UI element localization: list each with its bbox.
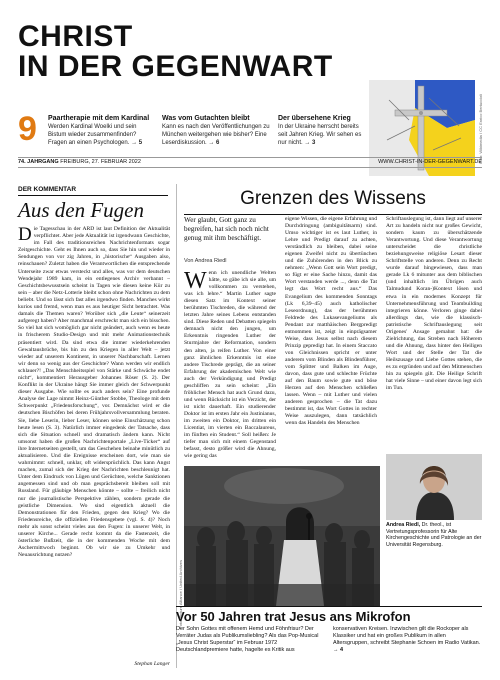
- masthead-line-2: IN DER GEGENWART: [18, 50, 333, 83]
- website-link[interactable]: WWW.CHRIST-IN-DER-GEGENWART.DE: [378, 159, 482, 165]
- main-headline: Grenzen des Wissens: [184, 188, 482, 215]
- author-bio: Dr. theol., ist Vertretungsprofessorin für Alte Kirchengeschichte und Patrologie an der Universität Regensburg.: [386, 522, 482, 548]
- teaser-title: Der übersehene Krieg: [278, 115, 351, 122]
- jahrgang: 74. JAHRGANG: [18, 159, 59, 165]
- column-divider: [176, 184, 177, 668]
- kommentar-text: ie Tagesschau in der ARD ist laut Definition der Aktualität verpflichtet. Aber jede Aktualität ist irgendwann Geschichte, im Fall des traditionsreichen Nachrichtenformats sogar Zeitgeschichte. Geht es Ihnen auch so, dass Sie hin und wieder in Sendungen von vor zig Jahren, in „historische“ Ausgaben also, reinschauen? Zuletzt haben die Verantwortlichen die entsprechende Unterseite zwar etwas versteckt und alles, was vor dem deutschen Wendejahr 1989 kam, in ein entlegenes Archiv verbannt – Geschichtsbewusstsein scheint in Tagen wie diesen keine Kür zu sein – aber die Netz-Lotterie bleibt schon ohne Nachrichten zu dem beliebt. Und so lässt sich fast alles irgendwo finden. Manches wirkt kurios und fremd, wenn man es aus heutiger Sicht betrachtet. Was damals die Themen waren? Worüber sich „die Leute“ seinerzeit aufgeregt haben? Aber manchmal erschreckt man sich ein bisschen. So viel hat sich womöglich gar nicht geändert, auch wenn es heute in frischerem Studio-Design und mit mehr Animationstechnik präsentiert wird. Da sind etwa die immer wiederkehrenden Gewaltausbrüche, bis hin zu den Kriegen in aller Welt – jetzt wieder auf unserem Kontinent, in unserer Nachbarschaft. Lernen wir denn so wenig aus der Geschichte? Wann werden wir endlich schlauer?! „Das Menschheitsspiel von Stärke und Schwäche endet nicht“, kommentiert Herausgeber Johannes Röser (S. 2). Der Konflikt in der Ukraine hängt Sie immer gleich der Schwerpunkt dieser Ausgabe. Wie sollte es auch anders sein? Eine profunde Analyse der Lage nimmt Heinz-Günther Stobbe, Theologe mit dem Schwerpunkt „Friedensforschung“, vor. Demnächst wird er die deutschen Bischöfen bei deren Frühjahrsvollversammlung beraten. Sie, liebe Leserin, lieber Leser, können seine Einschätzung schon heute lesen (S. 3). Natürlich immer eingedenk der Tatsache, dass sich die Situation schnell und dramatisch ändern kann. Nicht umsonst haben die großen Nachrichtenportale „Live-Ticker“ auf ihre Internetseiten gestellt, um das Geschehen beinahe minütlich zu aktualisieren. Und die Ereignisse erscheinen dort, wie man sie wahrnimmt: schnell, unklar, oft widersprüchlich. Das kann Angst machen, zumal sich der Krieg der Nachrichten beschleunigt hat. Unter dem Eindruck von Lügen und Gerüchten, welche Sanktionen angemessen sind und ob man gesprächsbereit bleiben soll mit Russland. Für gläubige Menschen könnte – sollte – freilich nicht nur die journalistische Perspektive zählen, sondern gerade die geistliche Dimension. Wo sind eigentlich aktuell die Demonstrationen für den Frieden, gegen den Krieg? Wo die Friedensreiche, die offiziellen Friedensgebete (vgl. S. 4)? Noch mehr als sonst scheint vieles aus den Fugen: in unserer Welt, in unserer Kirche... Gerade recht kommt da die Fastenzeit, die österliche Bußzeit, die in der kommenden Woche mit dem Aschermittwoch beginnt. Ob wir sie zu Umkehr und Neuausrichtung nutzen?: [18, 226, 170, 559]
- main-column-1-text: enn ich unendliche Welten hätte, so gäbe ich sie alle, um vollkommen zu verstehen, was ich lehre.“ Martin Luther sagte diesen Satz im Kontext seiner berühmten Tischreden, die während der letzten Jahre seines Lebens entstanden sind. Diese Reden und Debatten spiegeln demnach nicht den jungen, um Erkenntnis ringenden Luther der Sturmjahre der Reformation, sondern den alten, ja reifen Luther. Von einer ganz ähnlichen Erkenntnis ist eine andere Tischrede geprägt, die an seiner Erfahrung der akademischen Welt wie auch der Verkündigung und Predigt geschliffen zu sein scheint: „Ein fröhlicher Mensch hat auch Grund dazu, und wenn Rücksicht ist ein Verzicht, der ist nicht dauerhaft. Ein studierender Doktor ist im ersten Jahr ein Justinianus, im zweiten ein Doktor, im dritten ein Licentiat, im vierten ein Baccalaureus, im fünften ein Student.“ Soll heißen: Je tiefer man sich mit einem Gegenstand befasst, desto größer wird die Ahnung, wie gering das: [184, 270, 276, 460]
- issue-number: 9: [18, 110, 37, 148]
- place-date: FREIBURG, 27. FEBRUAR 2022: [60, 159, 141, 165]
- jesus-article-text: [176, 626, 482, 654]
- kommentar-body: [18, 226, 170, 660]
- dateline-bar: [18, 157, 482, 168]
- author-name: Andrea Riedl,: [386, 522, 421, 528]
- big-photo-credit: Foto: Picture Alliance / United Archives: [178, 560, 183, 629]
- jesus-article-page: → 4: [333, 647, 344, 653]
- main-drop-cap: W: [184, 270, 207, 294]
- teaser-text: Werden Kardinal Woelki und sein Bistum wieder zusammenfinden? Fragen an einen Psychologen.: [48, 124, 137, 146]
- teaser-title: Was vom Gutachten bleibt: [162, 115, 250, 122]
- kommentar-headline: Aus den Fugen: [18, 198, 144, 222]
- masthead-line-1: CHRIST: [18, 20, 133, 53]
- cover-photo-credit: Foto: Wikimedia / CC Enrico Bertuccioli: [478, 94, 483, 164]
- jesus-article-headline: Vor 50 Jahren trat Jesus ans Mikrofon: [176, 606, 482, 625]
- teaser-page: → 5: [131, 140, 143, 146]
- teaser-page: → 3: [304, 140, 316, 146]
- masthead: [18, 22, 348, 82]
- main-lead: Wer glaubt, Gott ganz zu begreifen, hat sich noch nicht genug mit ihm beschäftigt.: [184, 216, 269, 242]
- teaser-page: → 6: [208, 140, 220, 146]
- teaser-1[interactable]: [48, 114, 156, 147]
- teaser-text: Kann es nach den Veröffentlichungen zu München weitergehen wie bisher? Eine Leserdiskussion.: [162, 124, 270, 146]
- jesus-article-body: Der Sohn Gottes mit offenem Hemd und Föhnfrisur? Der Verräter Judas als Publikumsliebling? Als das Pop-Musical „Jesus Christ Superstar“ im Februar 1972 Deutschlandpremiere hatte, hagelte es Kritik aus konservativen Kreisen. Inzwischen gilt die Rockoper als Klassiker und hat ein großes Publikum in allen Altersgruppen, schreibt Stephanie Schoen im Radio Vatikan.: [176, 626, 481, 653]
- main-column-3: Schriftauslegung ist, dann liegt auf unserer Art zu handeln nicht nur großes Gewicht, sondern kaum zu überschätzende Verantwortung. Und diese Verantwortung unterscheidet die christliche beziehungsweise religiöse Lesart dieser Schriftstelle von anderen. Denn zu Recht wurde darauf hingewiesen, dass man gerade Lk 6 mitunter aus dem biblischen (und inhaltlich im Übrigen auch Talmudund Koran-)Kontext lösen und etwa in ein modernes Konzept für Unternehmensführung und Teambuilding integrieren könne. Verloren ginge dabei allerdings das, wie die klassisch-patristische Schriftauslegung seit Origenes' Ansage gemahnt hat: die Zielrichtung, das Streben nach Höherem und die Ahnung, dass hinter den Heiligen Wort und der Stelle der Tat die Heilszusage und Liebe Gottes stehen, die es zu ergründen und auf den Mitmenschen hin zu spiegeln gilt. Die Heilige Schrift hat viele Sinne – und einer davon legt sich im Tun.: [386, 216, 482, 392]
- author-photo: [386, 454, 482, 520]
- jesus-christ-superstar-photo: [184, 466, 380, 606]
- teaser-text: In der Ukraine herrscht bereits seit Jahren Krieg. Wir sehen es nur nicht.: [278, 124, 362, 146]
- main-byline: Von Andrea Riedl: [184, 258, 227, 264]
- main-column-1: [184, 270, 276, 462]
- author-caption: [386, 522, 482, 548]
- teaser-3[interactable]: [278, 114, 368, 147]
- teaser-title: Paartherapie mit dem Kardinal: [48, 115, 150, 122]
- main-column-2: eigene Wissen, die eigene Erfahrung und Durchdringung (ambiguitätsarm) sind. Umso wichtiger ist es laut Luther, in Lehre und Predigt darauf zu achten, verständlich zu bleiben, dabei seine eigenen Zweifel nicht zu übertünchen und die Zuhörenden in den Blick zu nehmen: „Wenn Gott sein Wort predigt, so fügt er eine Sache hinzu, damit das Wort verstanden werde ..., denn die Tat legt das Wort recht aus.“ Das Evangelium des kommenden Sonntags (Lk 6,39–45) auch katholischer Leseordnung), das der berühmten Feldrede des Lukasevangeliums als Pendant zur matthäischen Bergpredigt entnommen ist, zeigt in einprägsamer Weise, dass Jesus selbst nach diesem Prinzip gepredigt hat. In einem Staccato von Gleichnissen spricht er unter anderem vom Blinden als Blindenführer, vom Splitter und Balken im Auge, davon, dass gute und schlechte Früchte auf den Baum sowie gute und böse Herzen auf den Menschen schließen lassen. Wenn – mit Luther und vielen anderen gesprochen – die Tat dazu bestimmt ist, das Wort Gottes in rechter Weise auszulegen, dann tatsächlich wenn das Handeln des Menschen: [285, 216, 377, 427]
- teaser-2[interactable]: [162, 114, 272, 147]
- kommentar-author: Stephan Langer: [134, 661, 170, 667]
- kommentar-drop-cap: D: [18, 226, 32, 245]
- kommentar-label: DER KOMMENTAR: [18, 186, 168, 196]
